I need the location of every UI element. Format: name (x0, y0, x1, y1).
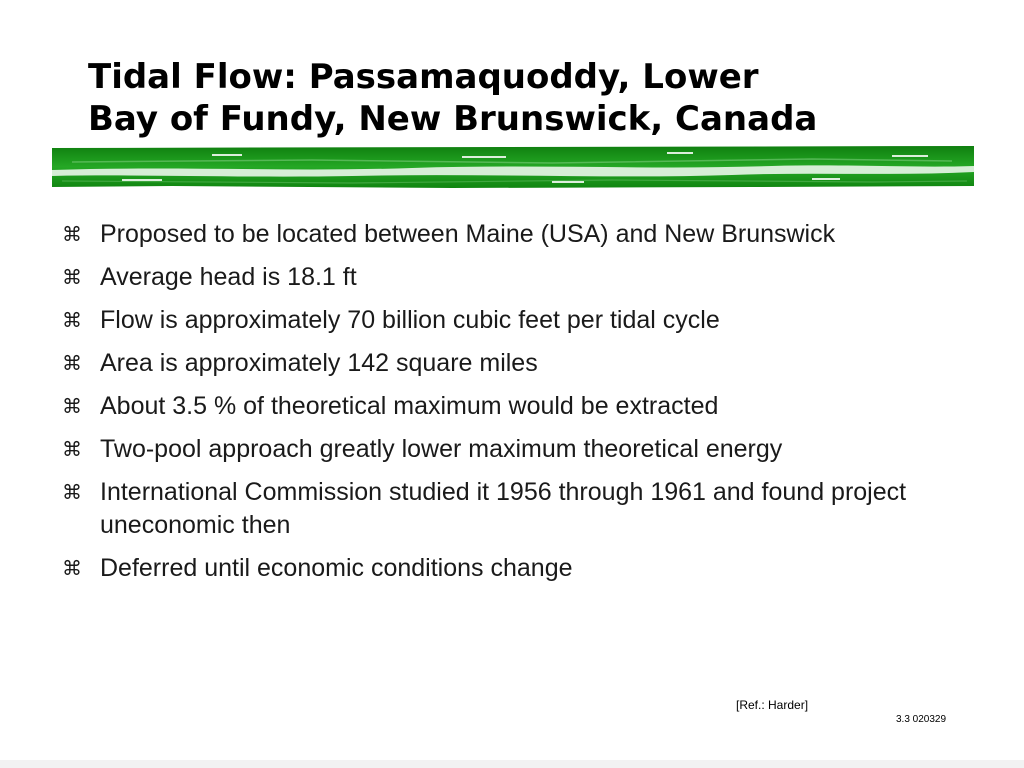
command-key-icon: ⌘ (62, 394, 82, 418)
bullet-text: Flow is approximately 70 billion cubic feet per tidal cycle (100, 306, 720, 334)
brush-stroke-graphic (52, 146, 974, 188)
bullet-text: Two-pool approach greatly lower maximum theoretical energy (100, 435, 783, 463)
command-key-icon: ⌘ (62, 351, 82, 375)
bullet-item-8 (62, 552, 962, 585)
command-key-icon: ⌘ (62, 480, 82, 504)
bullet-text: Proposed to be located between Maine (USA) and New Brunswick (100, 220, 836, 248)
title-line-1: Tidal Flow: Passamaquoddy, Lower (88, 57, 759, 97)
green-brush-divider (52, 146, 974, 188)
bullet-text: Deferred until economic conditions change (100, 554, 573, 582)
bullet-item-6 (62, 433, 962, 466)
bullet-text: Area is approximately 142 square miles (100, 349, 538, 377)
bullet-list (62, 218, 962, 595)
bullet-text: Average head is 18.1 ft (100, 263, 357, 291)
slide-title (88, 56, 988, 140)
command-key-icon: ⌘ (62, 556, 82, 580)
bottom-edge (0, 760, 1024, 768)
bullet-item-5 (62, 390, 962, 423)
command-key-icon: ⌘ (62, 265, 82, 289)
reference-note: [Ref.: Harder] (736, 698, 809, 712)
title-line-2: Bay of Fundy, New Brunswick, Canada (88, 99, 818, 139)
slide-number: 3.3 020329 (896, 714, 947, 725)
bullet-item-7 (62, 476, 962, 542)
bullet-text: International Commission studied it 1956 through 1961 and found project uneconomic then (100, 478, 907, 539)
command-key-icon: ⌘ (62, 308, 82, 332)
command-key-icon: ⌘ (62, 437, 82, 461)
bullet-item-1 (62, 218, 962, 251)
bullet-text: About 3.5 % of theoretical maximum would be extracted (100, 392, 719, 420)
bullet-item-4 (62, 347, 962, 380)
bullet-item-3 (62, 304, 962, 337)
command-key-icon: ⌘ (62, 222, 82, 246)
bullet-item-2 (62, 261, 962, 294)
